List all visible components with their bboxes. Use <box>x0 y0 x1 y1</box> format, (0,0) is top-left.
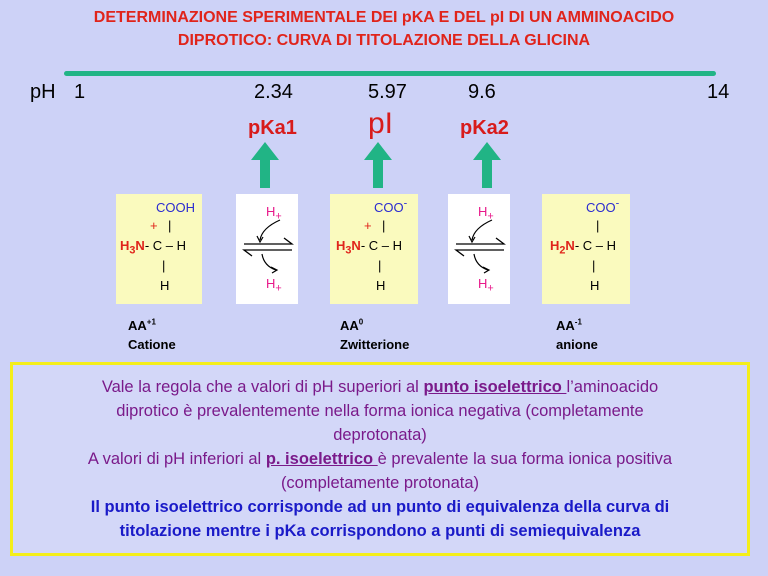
hydrogen: H <box>160 278 170 293</box>
arrow-up-icon <box>245 140 285 190</box>
bond: | <box>382 218 386 233</box>
bond: | <box>378 258 382 273</box>
amino-group: $H_3N-$ C – H <box>120 238 186 257</box>
ph-value-2-34: 2.34 <box>254 81 293 103</box>
cooh-group: COOH <box>156 200 195 215</box>
arrow-up-icon <box>358 140 398 190</box>
pka1-marker: pKa1 <box>248 117 297 139</box>
ph-value-9-6: 9.6 <box>468 81 496 103</box>
bond: | <box>168 218 172 233</box>
pi-marker: pI <box>368 107 394 140</box>
title-line-2: DIPROTICO: CURVA DI TITOLAZIONE DELLA GLICINA <box>177 32 591 49</box>
ph-value-5-97: 5.97 <box>368 81 407 103</box>
proton-top: $H_+$ <box>478 204 494 223</box>
ph-value-14: 14 <box>707 81 730 103</box>
coo-group: COO- <box>374 197 408 215</box>
note-line-3: deprotonata) <box>333 426 427 444</box>
anion-structure <box>542 194 630 304</box>
cation-label: $AA^{+1}$ Catione <box>128 317 176 352</box>
pka2-marker: pKa2 <box>460 117 509 139</box>
hydrogen: H <box>376 278 386 293</box>
equilibrium-1 <box>236 194 298 304</box>
coo-group: COO- <box>586 197 620 215</box>
plus-charge: + <box>150 218 158 233</box>
proton-bottom: $H_+$ <box>478 276 494 295</box>
bond: | <box>162 258 166 273</box>
cation-structure <box>116 194 202 304</box>
note-line-1: Vale la regola che a valori di pH superiori al punto isoelettrico l’aminoacido <box>101 378 659 396</box>
note-line-2: diprotico è prevalentemente nella forma ionica negativa (completamente <box>116 402 644 420</box>
page-title <box>0 6 768 52</box>
note-line-5: (completamente protonata) <box>280 474 480 492</box>
amino-group: $H_2N-$ C – H <box>550 238 616 257</box>
proton-top: $H_+$ <box>266 204 282 223</box>
ph-scale-line <box>64 71 716 76</box>
ph-value-1: 1 <box>74 81 86 103</box>
title-line-1: DETERMINAZIONE SPERIMENTALE DEI pKA E DEL pI DI UN AMMINOACIDO <box>93 9 675 26</box>
amino-group: $H_3N-$ C – H <box>336 238 402 257</box>
note-line-4: A valori di pH inferiori al p. isoelettrico è prevalente la sua forma ionica positiva <box>87 450 673 468</box>
hydrogen: H <box>590 278 600 293</box>
note-line-6: Il punto isoelettrico corrisponde ad un punto di equivalenza della curva di <box>90 498 670 516</box>
explanation-box <box>10 362 750 556</box>
zwitterion-structure <box>330 194 418 304</box>
equilibrium-arrows-icon <box>240 216 296 274</box>
bond: | <box>596 218 600 233</box>
equilibrium-2 <box>448 194 510 304</box>
plus-charge: + <box>364 218 372 233</box>
arrow-up-icon <box>467 140 507 190</box>
zwitterion-label: $AA^0$ Zwitterione <box>340 317 410 352</box>
proton-bottom: $H_+$ <box>266 276 282 295</box>
anion-label: $AA^{-1}$ anione <box>556 317 598 352</box>
equilibrium-arrows-icon <box>452 216 508 274</box>
ph-label: pH <box>30 81 56 103</box>
note-line-7: titolazione mentre i pKa corrispondono a punti di semiequivalenza <box>119 522 641 540</box>
bond: | <box>592 258 596 273</box>
